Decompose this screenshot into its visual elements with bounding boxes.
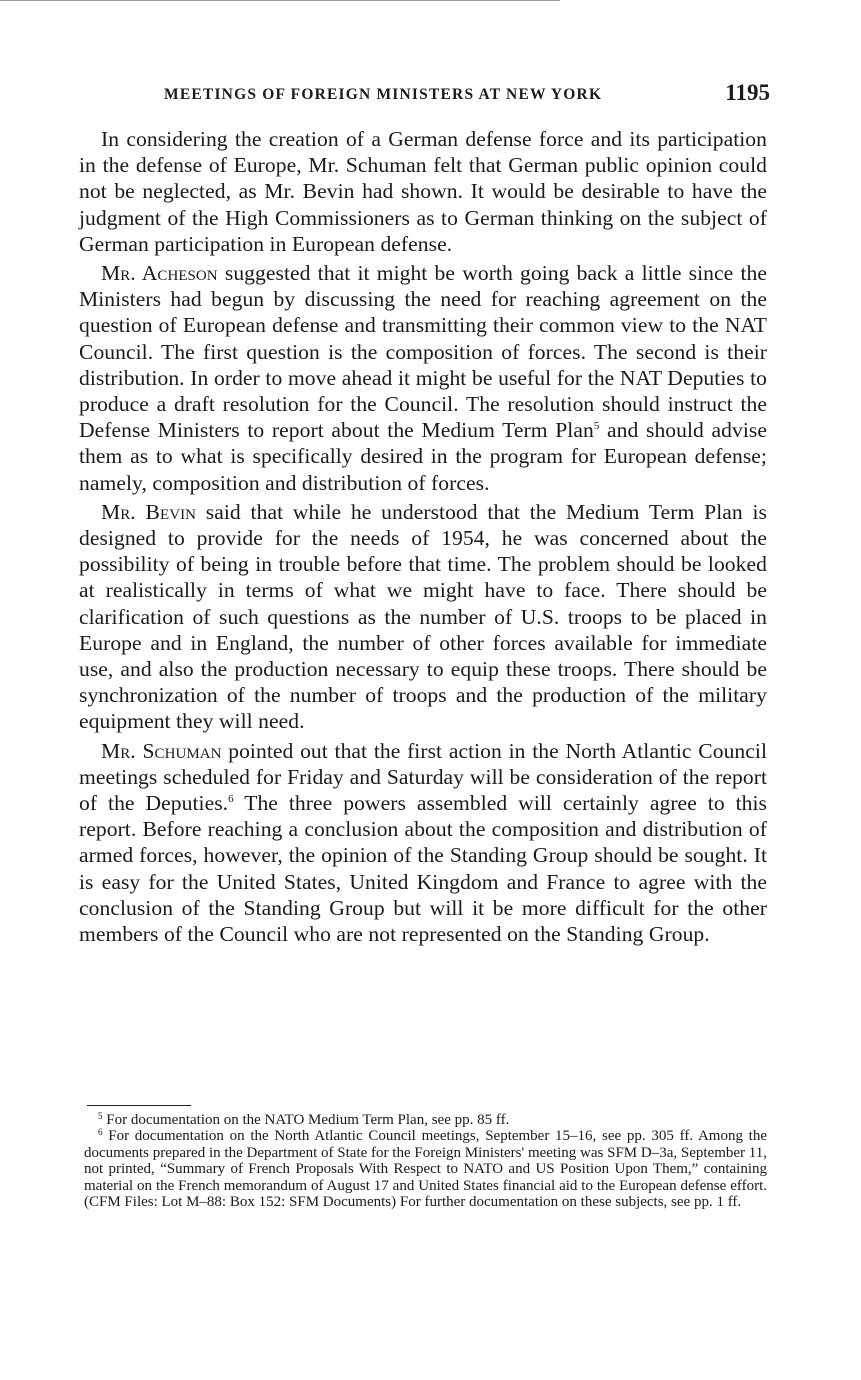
paragraph-acheson (79, 260, 767, 496)
paragraph-text: and should advise them as to what is specifically desired in the program for European defense; namely, composition and distribution of forces. (79, 418, 767, 495)
footnote-separator (87, 1105, 191, 1106)
paragraph-schuman-german-defense: In considering the creation of a German defense force and its participation in the defense of Europe, Mr. Schuman felt that German public opinion could not be neglected, as Mr. Bevin had shown. It would be desirable to have the judgment of the High Commissioners as to German thinking on the subject of German participation in European defense. (79, 127, 767, 256)
page-header (160, 80, 770, 112)
speaker-name: Mr. Schuman (101, 738, 222, 763)
footnote-marker: 5 (98, 1111, 103, 1121)
footnote-reference[interactable]: 6 (228, 793, 234, 806)
paragraph-text: suggested that it might be worth going back a little since the Ministers had begun by discussing the need for reaching agreement on the question of European defense and transmitting their common view to the NAT Council. The first question is the composition of forces. The second is their distribution. In order to move ahead it might be useful for the NAT Deputies to produce a draft resolution for the Council. The resolution should instruct the Defense Ministers to report about the Medium Term Plan (79, 261, 767, 443)
footnote-marker: 6 (98, 1127, 103, 1138)
paragraph-schuman (79, 738, 767, 948)
paragraph-text: pointed out that the first action in the North Atlantic Council meetings scheduled for Friday and Saturday will be consideration of the report of the Deputies. (79, 738, 768, 816)
speaker-name: Mr. Acheson (101, 261, 218, 286)
footnote-5 (84, 1112, 767, 1128)
paragraph-bevin (79, 499, 767, 735)
footnote-text: For documentation on the NATO Medium Term Plan, see pp. 85 ff. (106, 1112, 510, 1128)
footnotes (84, 1112, 767, 1210)
page-number: 1195 (725, 80, 770, 105)
footnote-text: For documentation on the North Atlantic Council meetings, September 15–16, see pp. 305 ff. Among the documents prepared in the Department of State for the Foreign Ministers' meeting was SFM D–3a, September 11, not printed, “Summary of French Proposals With Respect to NATO and US Position Upon Them,” containing material on the French memorandum of August 17 and United States financial aid to the European defense effort. (CFM Files: Lot M–88: Box 152: SFM Documents) For further documentation on these subjects, see pp. 1 ff. (84, 1128, 768, 1211)
footnote-reference[interactable]: 5 (593, 420, 600, 433)
paragraph-text: said that while he understood that the Medium Term Plan is designed to provide for the needs of 1954, he was concerned about the possibility of being in trouble before that time. The problem should be looked at realistically in terms of what we might have to face. There should be clarification of such questions as the number of U.S. troops to be placed in Europe and in England, the number of other forces available for immediate use, and also the production necessary to equip these troops. There should be synchronization of the number of troops and the production of the military equipment they will need. (79, 499, 767, 734)
paragraph-text: The three powers assembled will certainly agree to this report. Before reaching a conclusion about the composition and distribution of armed forces, however, the opinion of the Standing Group should be sought. It is easy for the United States, United Kingdom and France to agree with the conclusion of the Standing Group but will it be more difficult for the other members of the Council who are not represented on the Standing Group. (79, 791, 767, 947)
body-text (79, 126, 767, 950)
top-edge-line (0, 0, 560, 1)
running-head: MEETINGS OF FOREIGN MINISTERS AT NEW YORK (164, 86, 603, 103)
footnote-6 (84, 1128, 767, 1210)
speaker-name: Mr. Bevin (101, 499, 197, 524)
